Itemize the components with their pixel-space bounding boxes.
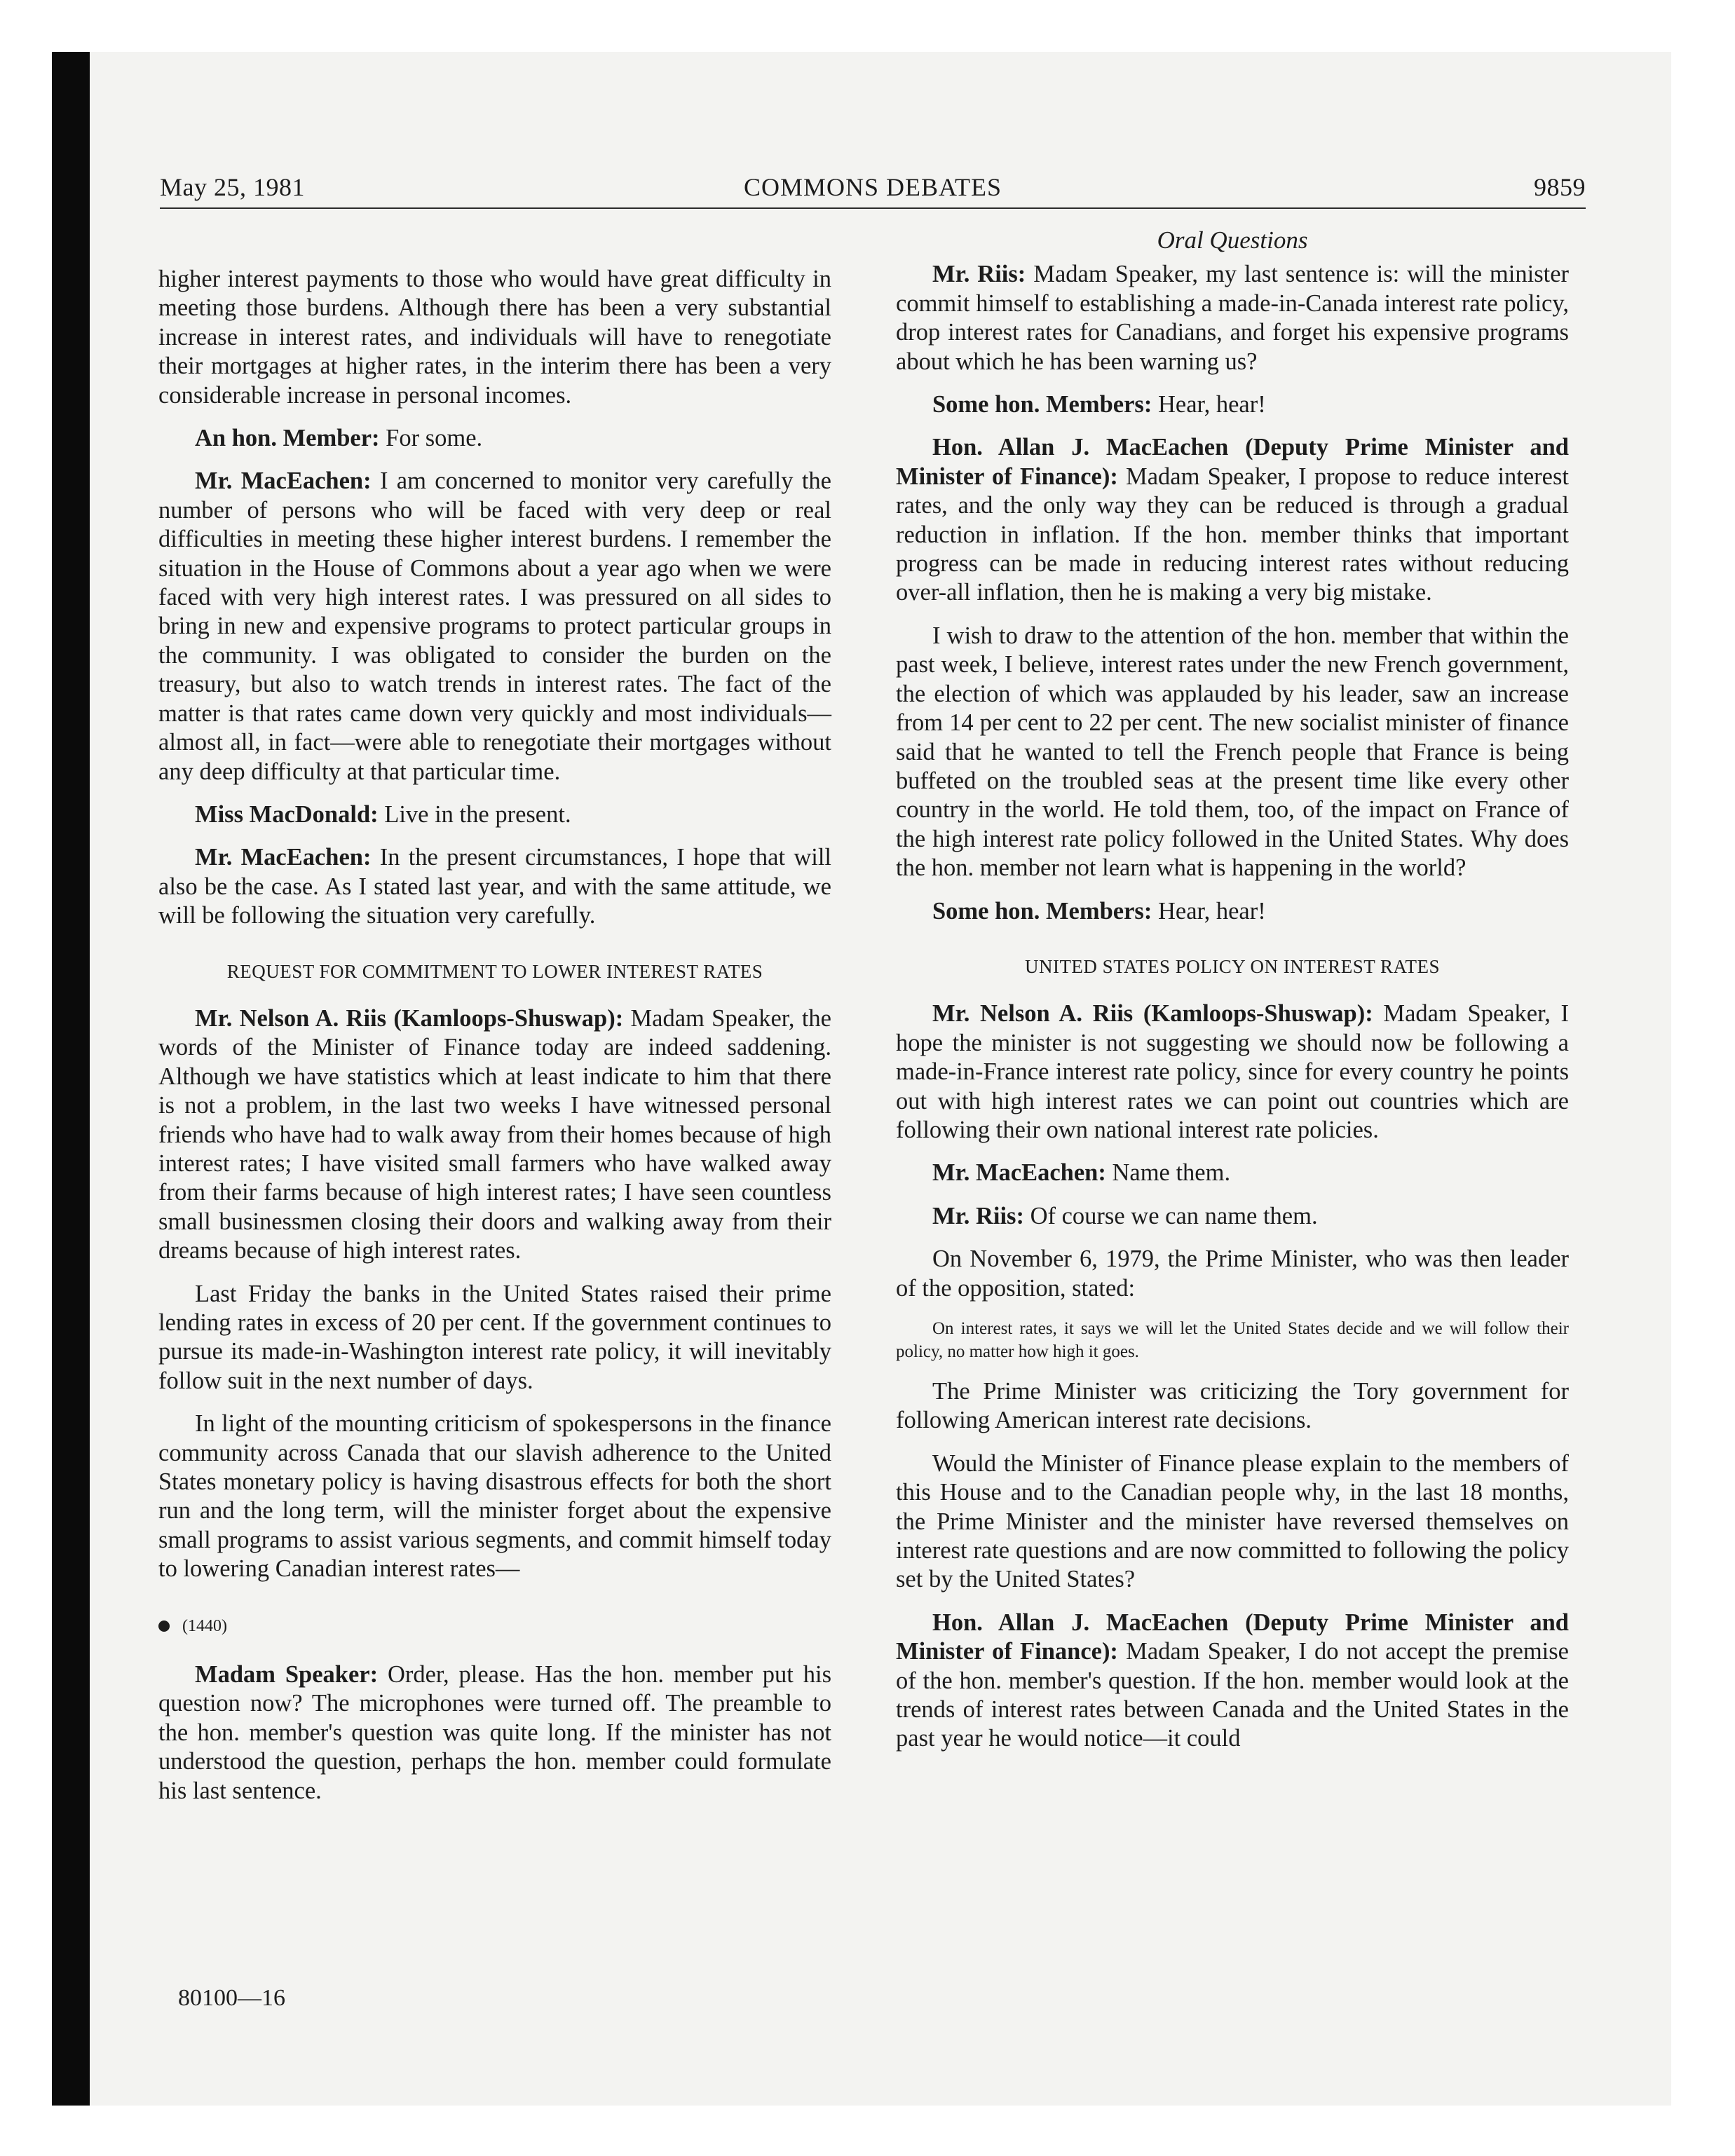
paragraph: I wish to draw to the attention of the hon. member that within the past week, I believe, interest rates under the new French government, the election of which was applauded by his leader, saw an increase from 14 per cent to 22 per cent. The new socialist minister of finance said that he wanted to tell the French people that France is being buffeted on the troubled seas at the present time like every other country in the world. He told them, too, of the impact on France of the high interest rate policy followed in the United States. Why does the hon. member not learn what is happening in the world? (896, 622, 1569, 882)
section-heading: UNITED STATES POLICY ON INTEREST RATES (1024, 955, 1441, 977)
speaker: Mr. Nelson A. Riis (Kamloops-Shuswap): (195, 1004, 624, 1032)
binding-edge (52, 52, 90, 2106)
page-footer: 80100—16 (178, 1985, 285, 2011)
speech-text: Order, please. Has the hon. member put his question now? The microphones were turned off. The preamble to the hon. member's question was quite long. If the minister has not understood the question, perhaps the hon. member could formulate his last sentence. (158, 1661, 831, 1804)
speech-text: Madam Speaker, I hope the minister is not suggesting we should now be following a made-in-France interest rate policy, since for every country he points out with high interest rates we can point out countries which are following their own national interest rate policies. (896, 1000, 1570, 1143)
header-rule (160, 207, 1586, 209)
page-header (160, 172, 1586, 207)
timestamp-text: (1440) (182, 1616, 227, 1635)
speech-text: Madam Speaker, my last sentence is: will the minister commit himself to establishing a made-in-Canada interest rate policy, drop interest rates for Canadians, and forget his expensive programs about which he has been warning us? (896, 261, 1570, 375)
speech-text: For some. (379, 425, 483, 452)
paragraph: On November 6, 1979, the Prime Minister, who was then leader of the opposition, stated: (896, 1246, 1569, 1302)
paragraph: Would the Minister of Finance please explain to the members of this House and to the Canadian people why, in the last 18 months, the Prime Minister and the minister have reversed themselves on interest rate questions and are now committed to following the policy set by the United States? (896, 1449, 1569, 1593)
speaker: Some hon. Members: (932, 391, 1152, 418)
speaker: Mr. Riis: (932, 261, 1026, 288)
speech (896, 999, 1569, 1145)
section-heading: REQUEST FOR COMMITMENT TO LOWER INTEREST RATES (226, 960, 763, 982)
paragraph: Last Friday the banks in the United States raised their prime lending rates in excess of 20 per cent. If the government continues to pursue its made-in-Washington interest rate policy, it will inevitably follow suit in the next number of days. (158, 1280, 831, 1394)
speech (896, 1609, 1569, 1754)
left-column (158, 265, 831, 1820)
speech (158, 467, 831, 786)
paragraph: In light of the mounting criticism of spokespersons in the finance community across Canada that our slavish adherence to the United States monetary policy is having disastrous effects for both the short run and the long term, will the minister forget about the expensive small programs to assist various segments, and commit himself today to lowering Canadian interest rates— (158, 1410, 831, 1583)
speech (158, 1660, 831, 1806)
speech-text: Madam Speaker, I do not accept the premise of the hon. member's question. If the hon. member would look at the trends of interest rates between Canada and the United States in the past year he would notice—it could (896, 1638, 1569, 1752)
speech-text: Hear, hear! (1152, 391, 1266, 418)
running-head: Oral Questions (1157, 226, 1308, 254)
speech (896, 390, 1569, 419)
speech (896, 1159, 1569, 1187)
paragraph: The Prime Minister was criticizing the Tory government for following American interest rate decisions. (896, 1378, 1569, 1434)
speaker: Mr. MacEachen: (195, 844, 372, 871)
speaker: Mr. MacEachen: (195, 468, 372, 495)
header-page-number: 9859 (1534, 173, 1586, 201)
speech (158, 843, 831, 930)
speech-text: Hear, hear! (1152, 897, 1266, 925)
speech-text: Madam Speaker, the words of the Minister of Finance today are indeed saddening. Although we have statistics which at least indicate to him that there is not a problem, in the last two weeks I have witnessed personal friends who have had to walk away from their homes because of high interest rates; I have visited small farmers who have walked away from their farms because of high interest rates; I have seen countless small businessmen closing their doors and walking away from their dreams because of high interest rates. (158, 1004, 831, 1264)
speech (896, 433, 1569, 607)
speech-text: Live in the present. (378, 800, 571, 828)
speech (158, 800, 831, 829)
speaker: Mr. MacEachen: (932, 1159, 1106, 1187)
speech-text: I am concerned to monitor very carefully the number of persons who will be faced with very deep or real difficulties in meeting these higher interest burdens. I remember the situation in the House of Commons about a year ago when we were faced with very high interest rates. I was pressured on all sides to bring in new and expensive programs to protect particular groups in the community. I was obligated to consider the burden on the treasury, but also to watch trends in interest rates. The fact of the matter is that rates came down very quickly and most individuals—almost all, in fact—were able to renegotiate their mortgages without any deep difficulty at that particular time. (158, 468, 831, 785)
speaker: Miss MacDonald: (195, 800, 379, 828)
speech-text: In the present circumstances, I hope that will also be the case. As I stated last year, and with the same attitude, we will be following the situation very carefully. (158, 844, 831, 929)
paragraph: higher interest payments to those who would have great difficulty in meeting those burdens. Although there has been a very substantial increase in interest rates, and individuals will have to renegotiate their mortgages at higher rates, in the interim there has been a very considerable increase in personal incomes. (158, 266, 831, 409)
bullet-icon (158, 1621, 170, 1632)
speaker: Hon. Allan J. MacEachen (Deputy Prime Minister and Minister of Finance): (896, 434, 1569, 490)
right-column (896, 226, 1569, 1768)
speech (896, 897, 1569, 926)
speech (158, 424, 831, 453)
speaker: Hon. Allan J. MacEachen (Deputy Prime Minister and Minister of Finance): (896, 1609, 1569, 1665)
header-title: COMMONS DEBATES (743, 173, 1002, 201)
speaker: Some hon. Members: (932, 897, 1152, 925)
speaker: Mr. Nelson A. Riis (Kamloops-Shuswap): (932, 1000, 1373, 1028)
speaker: Madam Speaker: (195, 1661, 379, 1688)
speech-text: Name them. (1105, 1159, 1231, 1187)
speaker: An hon. Member: (195, 425, 380, 452)
speaker: Mr. Riis: (932, 1202, 1024, 1229)
speech-text: Madam Speaker, I propose to reduce interest rates, and the only way they can be reduced is through a gradual reduction in inflation. If the hon. member thinks that important progress can be made in reducing interest rates without reducing over-all inflation, then he is making a very big mistake. (896, 463, 1569, 606)
speech (896, 1202, 1569, 1231)
speech-text: Of course we can name them. (1023, 1202, 1318, 1229)
block-quote: On interest rates, it says we will let the United States decide and we will follow their policy, no matter how high it goes. (896, 1319, 1569, 1361)
header-date: May 25, 1981 (160, 173, 305, 201)
speech (158, 1004, 831, 1266)
speech (896, 260, 1569, 376)
timestamp-marker (158, 1612, 831, 1641)
